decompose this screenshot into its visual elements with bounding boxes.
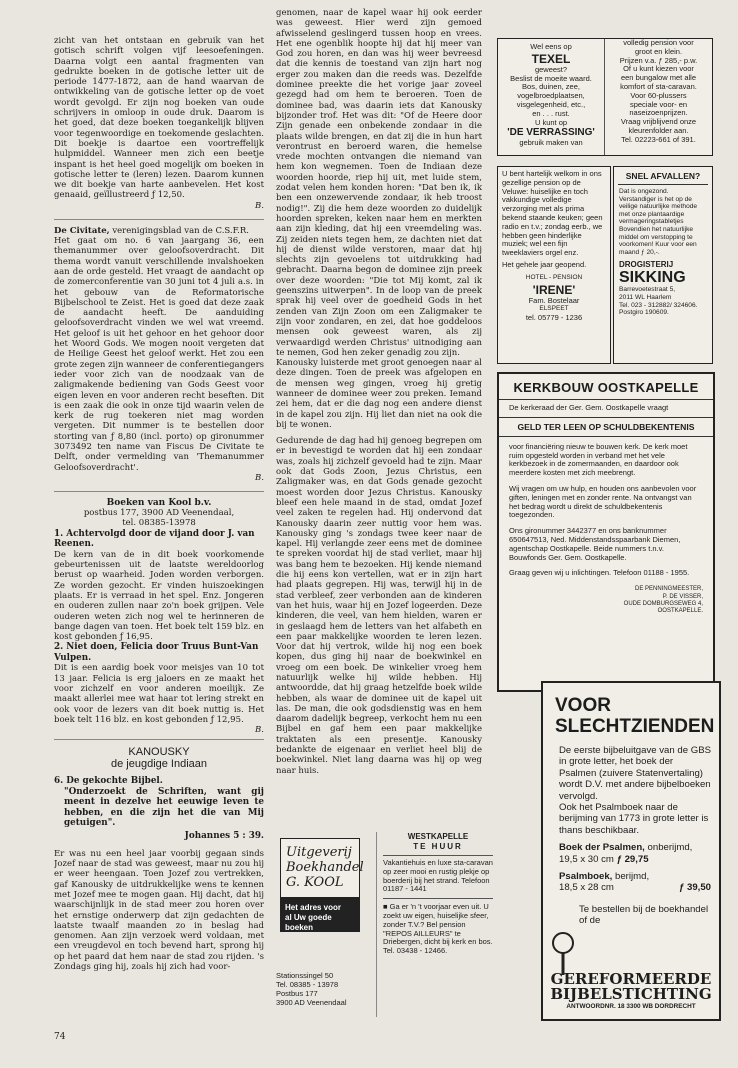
pension-line: speciale voor- en	[629, 99, 688, 109]
westkapelle-ad	[376, 832, 493, 1017]
kool-book-logo	[280, 838, 364, 932]
pension-line: een bungalow met alle	[620, 73, 697, 83]
westkapelle-title: WESTKAPELLE	[407, 832, 469, 841]
divider	[54, 219, 264, 220]
pension-line: volledig pension voor	[623, 38, 694, 47]
book-item-1-text: De kern van de in dit boek voorkomende gebeurtenissen uit de laatste wereldoorlog berust op waarheid. Joden worden verborgen. Ze worden gezocht. Er vinden huiszoekingen plaats. Er is verraad in het spel. Enz. Jongeren en ouderen zullen naar zo'n boek grijpen. Vele ouderen weten zich nog wel te herinneren de bange dagen van toen. Het boek telt 159 blz. en kost gebonden ƒ 16,95.	[54, 549, 264, 643]
kerkbouw-text: Graag geven wij u inlichtingen. Telefoon 01188 - 1955.	[509, 568, 690, 578]
irene-phone: tel. 05779 - 1236	[525, 313, 583, 323]
divider	[618, 184, 708, 185]
kerkbouw-title: KERKBOUW OOSTKAPELLE	[513, 380, 699, 395]
kool-phone: Tel. 08385 - 13978	[276, 980, 339, 989]
sikking-text: Dat is ongezond. Verstandiger is het op de veilige natuurlijke methode met onze plantaardige vermageringstabletjes Bovendien het natuurlijke middel om verstopping te voorkomen! Kuur voor een maand ƒ 20,-.	[619, 188, 698, 256]
gbs-address: ANTWOORDNR. 18 3300 WB DORDRECHT	[566, 1003, 696, 1010]
pension-line: groot en klein.	[634, 46, 683, 56]
story-continued-2: Kanousky luisterde met groot genoegen naar al deze dingen. Toen de preek was afgelopen en de mensen weg gingen, vroeg hij gretig wanneer de dominee weer zou preken. Iemand zei hem, dat er die dag nog een andere dienst in de kapel zou zijn. Hij liet dan niet na ook die bij te wonen.	[276, 358, 482, 430]
irene-owner: Fam. Bostelaar	[528, 295, 580, 305]
offer-price: ƒ 29,75	[616, 853, 649, 865]
story-continued-1: genomen, naar de kapel waar hij ook eerder was geweest. Hier werd zijn gemoed afwisselend geslingerd tussen hoop en vrees. Het ene ogenblik hoopte hij dat hij meer van God zou horen, en dan was hij weer bevreesd dat die kennis de toestand van zijn hart nog erger zou maken dan die reeds was. Dezelfde dominee preekte die het vorige jaar zoveel gezegd had om hem te beroeren. Toen de dominee bad, was daarin iets dat Kanousky bijzonder trof. Het was dit: "Of de Heere door Zijn genade een onbekende zondaar in die plaats wilde brengen, en dat zij die in hun hart verontrust en beroerd waren, die hemelse vrede mochten ontvangen die niemand van hem kon wegnemen. Toen de Indiaan deze woorden hoorde, riep hij uit, met luide stem, zodat velen hem konden horen: "Dat ben ik, ik ben een onzewervende zondaar, ik heb troost nodig!". Zij die hem deze woorden zo duidelijk hoorden spreken, keken naar hem en merkten aan zijn kleding, dat hij een vreemdeling was. Zij zeiden niets tegen hem, ze dachten niet dat hij de dienst wilde verstoren, maar dat hij slechts zijn gevoelens tot uitdrukking had gebracht. Daarna begon de dominee zijn preek over deze woorden: "Die tot Mij komt, zal ik geenszins uitwerpen". In de loop van de preek sprak hij veel over de goedheid Gods in het zenden van Zijn Zoon om een Zaligmaker te zijn voor zondaren, en zei, dat hoe goddeloos mensen ook geweest waren, als zij verwaardigd werden Christus' uitnodiging aan te nemen, God hen zeker genadig zou zijn.	[276, 8, 482, 358]
signature-line: DE PENNINGMEESTER,	[634, 586, 703, 593]
pension-info	[605, 39, 712, 155]
westkapelle-text: Vakantiehuis en luxe sta-caravan op zeer mooi en rustig plekje op boerderij bij het strand. Telefoon 01187 - 1441	[383, 858, 493, 894]
civitate-title: De Civitate,	[54, 225, 110, 236]
slechtzienden-title: SLECHTZIENDEN	[555, 716, 715, 737]
psalmboek-offer-line	[543, 882, 719, 893]
book-item-2-title: 2. Niet doen, Felicia door Truus Bunt-Van Vulpen.	[54, 642, 259, 663]
divider	[499, 417, 713, 418]
texel-line: en . . . rust.	[532, 108, 570, 118]
pension-line: Tel. 02223-661 of 391.	[621, 134, 696, 144]
slechtzienden-text: Ook het Psalmboek naar de berijming van 1773 in grote letter is thans beschikbaar.	[559, 802, 709, 836]
signature-line: OOSTKAPELLE.	[657, 608, 703, 615]
signature: B.	[255, 200, 264, 211]
kool-ad	[276, 832, 368, 1017]
pension-line: Of u kunt kiezen voor	[623, 64, 694, 74]
kool-line: Uitgeverij	[286, 845, 352, 860]
offer-spec: onberijmd, 19,5 x 30 cm	[559, 842, 693, 865]
irene-ad	[497, 166, 611, 364]
texel-verrassing: 'DE VERRASSING'	[507, 127, 595, 139]
slechtzienden-ad	[541, 681, 721, 1021]
kool-name: G. KOOL	[286, 875, 344, 890]
texel-left	[498, 39, 605, 155]
sikking-phone: Tel. 023 - 312882/ 324606.	[619, 301, 698, 309]
psalmen-offer	[543, 836, 719, 865]
publisher-address: postbus 177, 3900 AD Veenendaal,	[83, 508, 235, 519]
offer-title: Boek der Psalmen,	[559, 842, 645, 854]
psalmboek-offer	[543, 865, 719, 882]
sikking-giro: Postgiro 190609.	[619, 309, 669, 317]
story-text: Er was nu een heel jaar voorbij gegaan sinds Jozef naar de stad was geweest, maar nu zou hij er weer heengaan. Toen Jozef zou vertrekken, gaf Kanousky de uitdrukkelijke wens te kennen met Jozef mee te mogen gaan. Hij dacht, dat hij waarschijnlijk in de stad meer zou horen over het ernstige onderwerp dat zijn gedachten de laatste twaalf maanden zo in beslag had genomen. Aan zijn verzoek werd voldaan, met een vreugdevol en toch bevend hart, sprong hij op het paard dat hem naar de stad zou rijden. 's Zondags ging hij, zoals hij zich had voor-	[54, 848, 264, 972]
story-continued-3: Gedurende de dag had hij genoeg begrepen om er in bevestigd te worden dat hij een zondaar was, zoals hij zichzelf gevoeld had te zijn. Maar ook dat Gods Zoon, Jezus Christus, een Zaligmaker was, en dat Gods genade gezocht moest worden door Jezus Christus. Kanousky bleef een hele maand in de stad, omdat Jozef veel zaken te regelen had. Hij ondervond dat Kanousky daarin zeer nuttig voor hem was. Kanousky ging 's zondags twee keer naar de kapel. Hij verlangde zeer eens met de dominee te spreken voordat hij de stad verliet, maar hij was bang hem te bezoeken. Hij kende niemand die hij eens kon vertellen, wat er in zijn hart had plaats gegrepen. Hij was, terwijl hij in de stad verbleef, zeer verbonden aan de kinderen van het huis, waar hij en Jozef logeerden. Deze kinderen, die veel, van hem hielden, waren er in geslaagd hem de letters van het alfabeth en een paar makkelijke woorden te leren lezen. Voor dat hij vertrok, wilde hij nog een boek kopen, dus ging hij naar de boekwinkel en vroeg om een boek. De winkelier vroeg hem natuurlijk welke hij wilde hebben. Hij antwoordde, dat hij graag hetzelfde boek wilde hebben, als waar de dominee uit de kapel uit las. De man, die ook godsdienstig was en hem daarom dadelijk begreep, verkocht hem nu een Bijbel en gaf hem een paar makkelijke traktaten als een presentje. Kanousky bedankte de eigenaar en verliet heel blij de boekwinkel. Niet lang daarna was hij op weg naar huis.	[276, 436, 482, 776]
civitate-text: Het gaat om no. 6 van jaargang 36, een themanummer over geloofsoverdracht. Dit thema wordt vanuit verschillende invalshoeken aan de orde gesteld. Het vraagt de aandacht op de zomerconferentie van 30 juni tot 4 juli a.s. in het gebouw van de Reformatorische Bijbelschool te Zeist. Het is goed dat deze zaak de aandacht heeft. De aanduiding geloofsoverdracht vinden we wel wat vreemd. Het geloof is uit het gehoor en het gehoor door het Woord Gods. We mogen nooit vergeten dat de Heilige Geest het geloof werkt. Het zou een grote zegen zijn wanneer de conferentiegangers ieder voor zich van de noodzaak van de zaligmakende bediening van Gods Geest voor eigen leven en voor anderen recht beseften. Dit is een zaak die ook in onze tijd waarin velen de kerk de rug toekeren niet mag worden vergeten. Dit nummer is te bestellen door storting van ƒ 8,80 (incl. porto) op gironummer 3073492 ten name van Fiscus De Civitate te Delft, onder vermelding van 'Themanummer Geloofsoverdracht'.	[54, 236, 264, 473]
irene-name: 'IRENE'	[532, 282, 576, 297]
signature: B.	[255, 725, 264, 736]
gbs-name: BIJBELSTICHTING	[550, 985, 712, 1003]
bible-quote: "Onderzoekt de Schriften, want gij meent in dezelve het eeuwige leven te hebben, en die zijn het die van Mij getuigen".	[64, 786, 264, 829]
offer-spec: 18,5 x 28 cm	[559, 882, 614, 894]
publisher-name: Boeken van Kool b.v.	[106, 497, 212, 508]
irene-hotel: HOTEL - PENSION	[525, 273, 583, 281]
divider	[499, 436, 713, 437]
divider	[54, 739, 264, 740]
civitate-title-rest: verenigingsblad van de C.S.F.R.	[109, 225, 249, 236]
irene-place: ELSPEET	[539, 305, 569, 313]
signature: B.	[255, 472, 264, 483]
texel-line: Beslist de moeite waard.	[510, 73, 592, 83]
offer-spec: berijmd,	[612, 871, 650, 883]
sikking-title: SNEL AFVALLEN?	[625, 171, 701, 181]
kerkbouw-signature	[499, 586, 713, 616]
kool-band	[281, 897, 359, 931]
book-item-1-title: 1. Achtervolgd door de vijand door J. van Reenen.	[54, 528, 255, 550]
kerkbouw-subtitle: GELD TER LEEN OP SCHULDBEKENTENIS	[517, 421, 695, 432]
story-title: KANOUSKY	[128, 746, 190, 759]
signature-line: P. DE VISSER,	[662, 593, 703, 600]
book-review-text: zicht van het ontstaan en gebruik van het gotisch schrift volgen vijf leesoefeningen. Daarna volgt een aantal fragmenten van gedrukte boeken in de gotische letter uit de periode 1477-1872, aan de hand waarvan de ontwikkeling van de gotische letter op de voet wordt gevolgd. Er zijn nog boeken van oude schrijvers in omloop in oude druk. Daarom is het goed, dat deze boeken toegankelijk blijven voor tegenwoordige en toekomende geslachten. Dit boekje is daartoe een voortreffelijk hulpmiddel. Wanneer men zich een beetje inspant is het heel goed mogelijk om boeken in gotische letter te (leren) lezen. Daarom kunnen we dit boekje van harte aanbevelen. Het kost genaaid, geïllustreerd ƒ 12,50.	[54, 36, 264, 201]
offer-price: ƒ 39,50	[678, 882, 711, 894]
westkapelle-title: TE HUUR	[413, 842, 463, 851]
kool-slogan: Het adres voor	[285, 903, 342, 912]
pension-line: kleurenfolder aan.	[628, 125, 689, 135]
irene-open: Het gehele jaar geopend.	[502, 259, 587, 269]
signature-line: OUDE DOMBURGSEWEG 4,	[623, 600, 703, 607]
civitate-review	[54, 226, 264, 236]
column-1	[54, 36, 264, 972]
pension-line: Voor 60-plussers	[630, 90, 687, 100]
kool-address: Stationssingel 50	[276, 971, 334, 980]
sikking-address: Barrevoetestraat 5,	[619, 286, 676, 294]
texel-line: visgelegenheid, etc.,	[516, 99, 586, 109]
sikking-address: 2011 WL Haarlem	[619, 293, 672, 301]
divider	[383, 898, 493, 899]
repos-ailleurs-text: ■ Ga er 'n 't voorjaar even uit. U zoekt uw eigen, huiselijke sfeer, zonder T.V.? Bel pension "REPOS AILLEURS" te Driebergen, dicht bij kerk en bos. Tel. 03438 - 12466.	[383, 902, 493, 956]
sikking-ad	[613, 166, 713, 364]
texel-line: Wel eens op	[530, 42, 572, 51]
sikking-name: SIKKING	[619, 269, 686, 287]
story-subtitle: de jeugdige Indiaan	[110, 758, 208, 771]
pension-line: Prijzen v.a. ƒ 285,- p.w.	[619, 55, 698, 65]
offer-title: Psalmboek,	[559, 871, 613, 883]
gbs-name: GEREFORMEERDE	[550, 970, 712, 988]
sikking-drogisterij: DROGISTERIJ	[619, 260, 674, 270]
page-number: 74	[54, 1032, 66, 1042]
kool-postbus: Postbus 177	[276, 989, 318, 998]
kool-city: 3900 AD Veenendaal	[276, 998, 347, 1007]
texel-line: Bos, duinen, zee, vogelbroedplaatsen,	[517, 82, 585, 101]
texel-line: U kunt op	[534, 117, 568, 127]
bible-reference: Johannes 5 : 39.	[184, 830, 264, 841]
divider	[54, 491, 264, 492]
irene-text: U bent hartelijk welkom in ons gezellige pension op de Veluwe: huiselijke en toch vakkundige volledige verzorging met als prima bekend staande keuken; geen radio en t.v.; zondag eerb., we hebben geen hinderlijke muziek; wel een fijn tweeklaviers orgel enz.	[502, 169, 603, 258]
texel-ad	[497, 38, 713, 156]
kerkbouw-text: Ons gironummer 3442377 en ons banknummer 650647513, Ned. Middenstandsspaarbank Diemen, agentschap Oostkapelle. Beide nummers t.n.v. Bouwfonds Ger. Gem. Oostkapelle.	[509, 526, 681, 562]
slechtzienden-text: De eerste bijbeluitgave van de GBS in grote letter, het boek der Psalmen (zuivere Statenvertaling) wordt D.V. met andere bijbelboeken vervolgd.	[559, 745, 711, 802]
divider	[499, 399, 713, 400]
pension-line: komfort of sta-caravan.	[620, 81, 697, 91]
pension-line: naseizoenprijzen.	[629, 108, 688, 118]
book-item-2-text: Dit is een aardig boek voor meisjes van 10 tot 13 jaar. Felicia is erg jaloers en ze maakt het voor zichzelf en voor anderen moeilijk. Ze maakt allerlei mee wat haar tot lering strekt en ook voor de lezers van dit boek nuttig is. Het boek telt 116 blz. en kost gebonden ƒ 12,95.	[54, 663, 264, 725]
publisher-phone: tel. 08385-13978	[122, 518, 196, 529]
kerkbouw-ad	[497, 372, 715, 692]
texel-line: geweest?	[534, 64, 568, 74]
pension-line: Vraag vrijblijvend onze	[620, 117, 697, 127]
texel-heading: TEXEL	[531, 51, 571, 66]
texel-line: gebruik maken van	[519, 138, 583, 148]
kool-slogan: al Uw goede boeken	[285, 913, 332, 932]
column-2	[276, 8, 482, 823]
kool-line: Boekhandel	[286, 860, 364, 875]
kerkbouw-text: Wij vragen om uw hulp, en houden ons aanbevolen voor giften, leningen met en zonder rente. Na ontvangst van het bedrag wordt u direkt de schuldbekentenis toegezonden.	[509, 483, 697, 520]
kerkbouw-intro: De kerkeraad der Ger. Gem. Oostkapelle vraagt	[509, 403, 669, 412]
divider	[383, 855, 493, 856]
chapter-title: 6. De gekochte Bijbel.	[54, 776, 163, 787]
slechtzienden-title: VOOR	[555, 695, 611, 716]
slechtzienden-order: Te bestellen bij de boekhandel of de	[579, 903, 709, 927]
kerkbouw-text: voor financiëring nieuw te bouwen kerk. De kerk moet ruim opgesteld worden in verband met het vele kerkbezoek in de zomermaanden, en daardoor ook meerdere kosten met zich meebrengt.	[509, 441, 688, 478]
